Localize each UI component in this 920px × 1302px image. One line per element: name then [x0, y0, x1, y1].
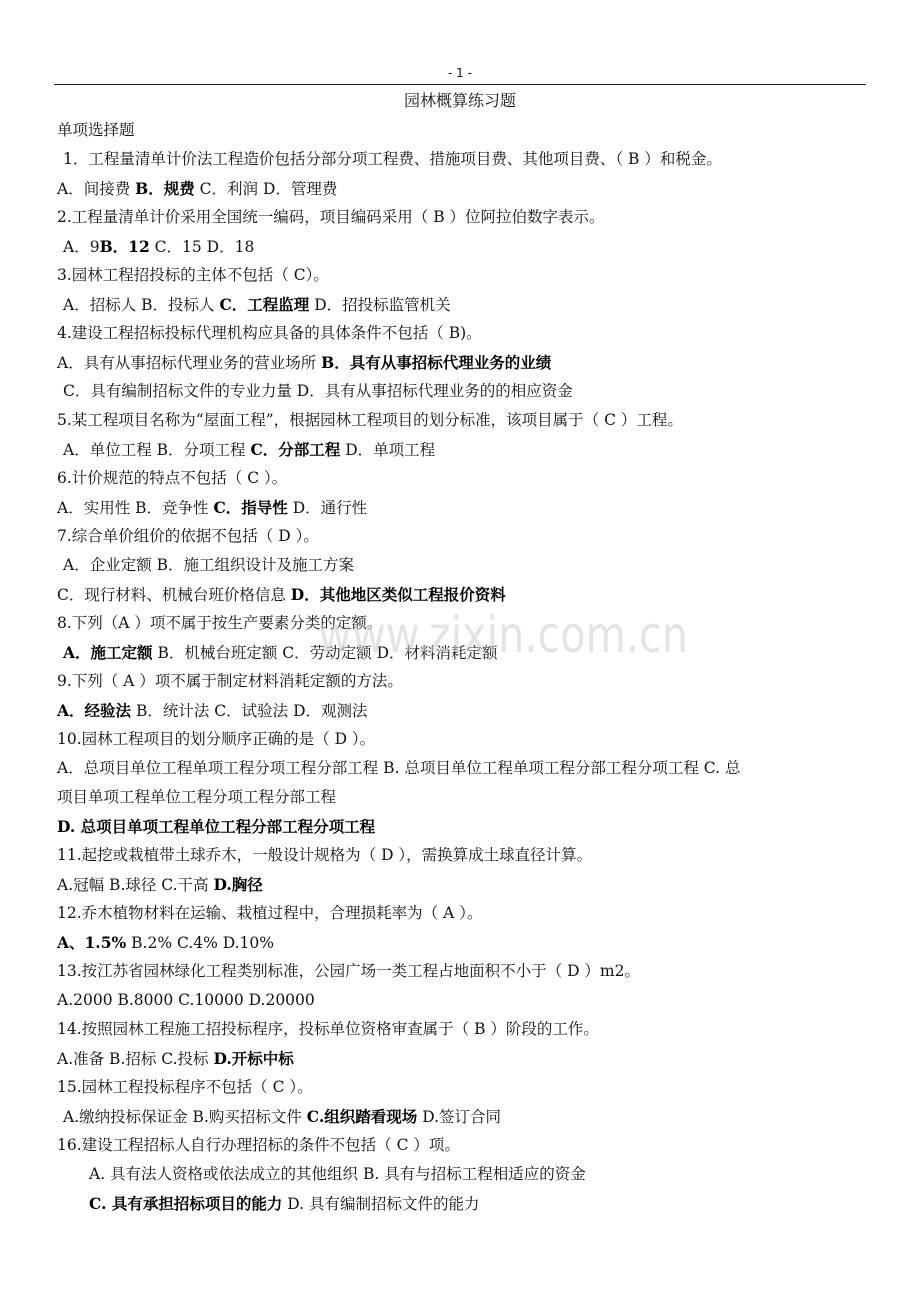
- question-stem: [57, 841, 869, 870]
- question-10: [57, 725, 869, 841]
- question-9: [57, 667, 869, 725]
- text-segment: A.准备 B.招标 C.投标: [57, 1050, 214, 1068]
- text-segment: 12.乔木植物材料在运输、栽植过程中，合理损耗率为（ A ）。: [57, 904, 483, 922]
- document-title: 园林概算练习题: [403, 91, 516, 110]
- question-11: [57, 841, 869, 899]
- section-heading: 单项选择题: [57, 121, 135, 139]
- question-4: [57, 319, 869, 406]
- page-number: - 1 -: [448, 66, 472, 80]
- question-1: [57, 145, 869, 203]
- question-options: [57, 754, 869, 783]
- answer-text: C.组织踏看现场: [306, 1107, 418, 1126]
- text-segment: A．企业定额 B．施工组织设计及施工方案: [63, 556, 355, 574]
- question-options: [57, 232, 869, 261]
- text-segment: A．间接费: [57, 180, 136, 198]
- question-options: [57, 290, 869, 319]
- answer-text: D.开标中标: [213, 1049, 294, 1068]
- text-segment: 5.某工程项目名称为“屋面工程”，根据园林工程项目的划分标准，该项目属于（ C ）工程。: [57, 411, 683, 429]
- text-segment: A.缴纳投标保证金 B.购买招标文件: [63, 1108, 307, 1126]
- text-segment: A．单位工程 B．分项工程: [63, 441, 251, 459]
- answer-text: D.胸径: [213, 875, 263, 894]
- question-options: [57, 551, 869, 580]
- text-segment: 6.计价规范的特点不包括（ C ）。: [57, 469, 288, 487]
- text-segment: 项目单项工程单位工程分项工程分部工程: [57, 788, 337, 806]
- text-segment: D．单项工程: [340, 441, 436, 459]
- answer-text: B．具有从事招标代理业务的业绩: [321, 353, 552, 372]
- question-stem: [57, 145, 869, 174]
- answer-text: D. 总项目单项工程单位工程分部工程分项工程: [57, 817, 376, 836]
- question-options: [57, 870, 869, 899]
- answer-text: C．分部工程: [250, 440, 341, 459]
- text-segment: 10.园林工程项目的划分顺序正确的是（ D ）。: [57, 730, 376, 748]
- answer-text: B．12: [99, 237, 150, 256]
- answer-text: A、1.5%: [57, 933, 127, 952]
- question-stem: [57, 899, 869, 928]
- question-options: [57, 812, 869, 841]
- text-segment: 2.工程量清单计价采用全国统一编码，项目编码采用（ B ）位阿拉伯数字表示。: [57, 208, 605, 226]
- question-options: [57, 1189, 869, 1218]
- text-segment: A. 具有法人资格或依法成立的其他组织 B. 具有与招标工程相适应的资金: [89, 1165, 586, 1183]
- text-segment: D．通行性: [287, 499, 368, 517]
- text-segment: D.签订合同: [417, 1108, 501, 1126]
- text-segment: 16.建设工程招标人自行办理招标的条件不包括（ C ）项。: [57, 1136, 460, 1154]
- question-options: [57, 174, 869, 203]
- question-stem: [57, 319, 869, 348]
- text-segment: C．具有编制招标文件的专业力量 D．具有从事招标代理业务的的相应资金: [63, 382, 573, 400]
- question-options: [57, 783, 869, 812]
- question-12: [57, 899, 869, 957]
- question-stem: [57, 464, 869, 493]
- question-6: [57, 464, 869, 522]
- question-stem: [57, 1073, 869, 1102]
- header-rule: [54, 84, 866, 85]
- text-segment: C．15 D．18: [149, 238, 255, 256]
- question-16: [57, 1131, 869, 1218]
- question-options: [57, 1160, 869, 1189]
- text-segment: 9.下列（ A ）项不属于制定材料消耗定额的方法。: [57, 672, 403, 690]
- text-segment: C．现行材料、机械台班价格信息: [57, 586, 291, 604]
- question-options: [57, 638, 869, 667]
- text-segment: 13.按江苏省园林绿化工程类别标准，公园广场一类工程占地面积不小于（ D ）m2。: [57, 962, 640, 980]
- document-body: [57, 116, 869, 1218]
- svg-text:www.zixin.com.cn: www.zixin.com.cn: [318, 606, 688, 664]
- text-segment: 7.综合单价组价的依据不包括（ D ）。: [57, 527, 319, 545]
- question-options: [57, 696, 869, 725]
- answer-text: C．指导性: [213, 498, 288, 517]
- question-options: [57, 435, 869, 464]
- question-stem: [57, 406, 869, 435]
- text-segment: B．机械台班定额 C．劳动定额 D．材料消耗定额: [152, 644, 498, 662]
- question-2: [57, 203, 869, 261]
- question-15: [57, 1073, 869, 1131]
- text-segment: D．招投标监管机关: [309, 296, 451, 314]
- text-segment: C．利润 D．管理费: [194, 180, 338, 198]
- answer-text: B．规费: [135, 179, 195, 198]
- question-stem: [57, 667, 869, 696]
- text-segment: 14.按照园林工程施工招投标程序，投标单位资格审查属于（ B ）阶段的工作。: [57, 1020, 599, 1038]
- question-stem: [57, 203, 869, 232]
- question-8: [57, 609, 869, 667]
- question-options: [57, 1102, 869, 1131]
- question-list: [57, 145, 869, 1218]
- question-options: [57, 377, 869, 406]
- answer-text: D．其他地区类似工程报价资料: [290, 585, 506, 604]
- text-segment: 4.建设工程招标投标代理机构应具备的具体条件不包括（ B)。: [57, 324, 482, 342]
- question-options: [57, 928, 869, 957]
- text-segment: A．实用性 B．竞争性: [57, 499, 214, 517]
- text-segment: 1．工程量清单计价法工程造价包括分部分项工程费、措施项目费、其他项目费、（ B ）和税金。: [63, 150, 722, 168]
- question-13: [57, 957, 869, 1015]
- answer-text: A．施工定额: [63, 643, 153, 662]
- text-segment: A.冠幅 B.球径 C.干高: [57, 876, 214, 894]
- text-segment: 8.下列（A ）项不属于按生产要素分类的定额。: [57, 614, 383, 632]
- question-stem: [57, 1131, 869, 1160]
- question-options: [57, 493, 869, 522]
- answer-text: A．经验法: [57, 701, 132, 720]
- text-segment: D. 具有编制招标文件的能力: [282, 1195, 480, 1213]
- text-segment: A．具有从事招标代理业务的营业场所: [57, 354, 322, 372]
- question-7: [57, 522, 869, 609]
- text-segment: A.2000 B.8000 C.10000 D.20000: [57, 991, 315, 1009]
- text-segment: 3.园林工程招投标的主体不包括（ C）。: [57, 266, 329, 284]
- answer-text: C. 具有承担招标项目的能力: [89, 1194, 283, 1213]
- question-stem: [57, 609, 869, 638]
- text-segment: A．9: [63, 238, 100, 256]
- question-stem: [57, 522, 869, 551]
- text-segment: A．总项目单位工程单项工程分项工程分部工程 B. 总项目单位工程单项工程分部工程分项工程 C. 总: [57, 759, 741, 777]
- question-14: [57, 1015, 869, 1073]
- text-segment: B.2% C.4% D.10%: [126, 934, 274, 952]
- text-segment: A．招标人 B．投标人: [63, 296, 220, 314]
- question-options: [57, 580, 869, 609]
- question-stem: [57, 957, 869, 986]
- question-stem: [57, 725, 869, 754]
- question-options: [57, 348, 869, 377]
- question-stem: [57, 261, 869, 290]
- question-3: [57, 261, 869, 319]
- question-options: [57, 986, 869, 1015]
- text-segment: B．统计法 C．试验法 D．观测法: [131, 702, 368, 720]
- text-segment: 15.园林工程投标程序不包括（ C ）。: [57, 1078, 313, 1096]
- question-5: [57, 406, 869, 464]
- question-options: [57, 1044, 869, 1073]
- question-stem: [57, 1015, 869, 1044]
- answer-text: C．工程监理: [219, 295, 310, 314]
- text-segment: 11.起挖或栽植带土球乔木，一般设计规格为（ D ），需换算成土球直径计算。: [57, 846, 593, 864]
